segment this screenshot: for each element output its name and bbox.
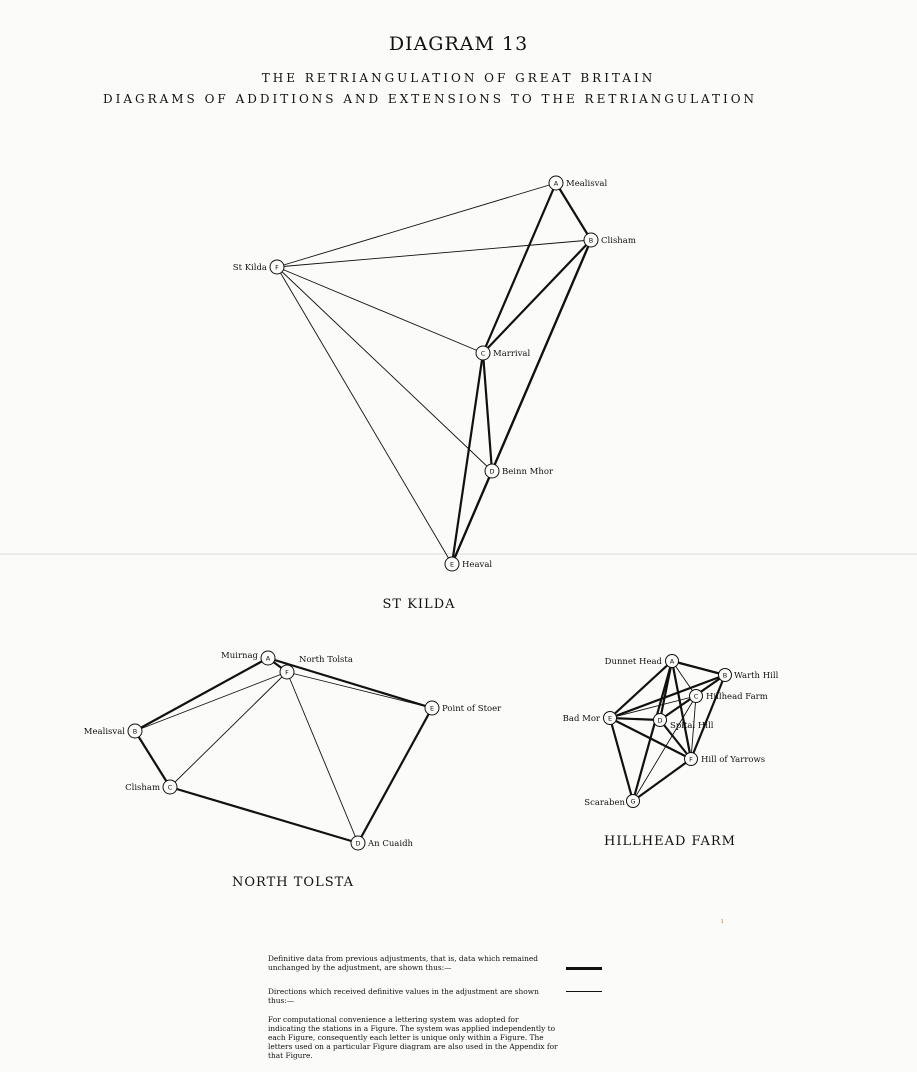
definitive-line-BC xyxy=(135,731,170,787)
station-name: Hill of Yarrows xyxy=(701,755,766,765)
direction-line-FC xyxy=(277,267,483,353)
definitive-line-GA xyxy=(633,661,672,801)
figure-caption: HILLHEAD FARM xyxy=(604,834,736,849)
station-mealisval xyxy=(84,724,142,738)
station-hillhead-farm xyxy=(690,690,768,703)
station-name: Bad Mor xyxy=(562,714,600,724)
station-point-of-stoer xyxy=(425,701,502,715)
direction-line-FB xyxy=(135,672,287,731)
station-bad-mor xyxy=(563,712,617,725)
direction-line-FD xyxy=(287,672,358,843)
definitive-line-GF xyxy=(633,759,691,801)
definitive-line-ED xyxy=(610,718,660,720)
station-letter: C xyxy=(480,349,486,358)
diagram-subtitle-2: DIAGRAMS OF ADDITIONS AND EXTENSIONS TO THE RETRIANGULATION xyxy=(102,92,758,106)
figure-caption: ST KILDA xyxy=(382,597,456,612)
station-letter: F xyxy=(285,668,289,677)
margin-mark: ı xyxy=(721,917,724,925)
station-letter: B xyxy=(722,671,728,680)
legend-row-definitive xyxy=(268,954,608,972)
legend-lettering-note: For computational convenience a lettering system was adopted for indicating the stations in a Figure. The system was applied independently to each Figure, consequently each letter is unique only within a Figure. The letters used on a particular Figure diagram are also used in the Appendix for that Figure. xyxy=(268,1015,558,1060)
direction-line-FD xyxy=(277,267,492,471)
station-name: Hillhead Farm xyxy=(706,692,768,702)
station-muirnag xyxy=(221,651,275,665)
station-dunnet-head xyxy=(605,655,679,668)
diagram-title: DIAGRAM 13 xyxy=(388,33,529,55)
station-letter: A xyxy=(265,654,271,663)
legend-thick-line xyxy=(566,967,602,970)
definitive-line-AC xyxy=(483,183,556,353)
direction-line-FA xyxy=(277,183,556,267)
station-warth-hill xyxy=(719,669,779,682)
figure-north-tolsta xyxy=(84,651,502,890)
station-letter: F xyxy=(689,755,693,764)
station-name: North Tolsta xyxy=(299,655,353,665)
station-name: Muirnag xyxy=(221,651,258,661)
station-name: Marrival xyxy=(493,349,531,359)
station-name: Clisham xyxy=(125,783,160,793)
station-letter: B xyxy=(588,236,594,245)
station-letter: A xyxy=(669,657,675,666)
definitive-line-CD xyxy=(170,787,358,843)
figure-caption: NORTH TOLSTA xyxy=(232,875,354,890)
station-name: Scaraben xyxy=(584,798,625,808)
station-letter: E xyxy=(449,560,455,569)
station-name: Heaval xyxy=(462,560,493,570)
definitive-line-AB xyxy=(556,183,591,240)
station-mealisval xyxy=(549,176,607,190)
direction-line-CG xyxy=(633,696,696,801)
station-clisham xyxy=(584,233,636,247)
definitive-line-EG xyxy=(610,718,633,801)
station-clisham xyxy=(125,780,177,794)
direction-line-FC xyxy=(170,672,287,787)
station-letter: G xyxy=(630,797,636,806)
figure-st-kilda xyxy=(233,176,636,612)
station-letter: D xyxy=(355,839,361,848)
station-north-tolsta xyxy=(280,655,353,679)
definitive-line-CD xyxy=(483,353,492,471)
legend-definitive-text: Definitive data from previous adjustments, that is, data which remained unchanged by the adjustment, are shown thus:— xyxy=(268,954,539,972)
station-name: Mealisval xyxy=(83,727,125,737)
direction-line-FE xyxy=(277,267,452,564)
figure-hillhead-farm xyxy=(563,655,779,850)
station-letter: C xyxy=(693,692,699,701)
station-st-kilda xyxy=(233,260,284,274)
station-hill-of-yarrows xyxy=(685,753,766,766)
station-letter: E xyxy=(429,704,435,713)
station-name: Beinn Mhor xyxy=(502,467,554,477)
station-name: Mealisval xyxy=(566,179,608,189)
station-letter: D xyxy=(657,716,663,725)
station-letter: E xyxy=(607,714,613,723)
station-letter: A xyxy=(553,179,559,188)
definitive-line-DE xyxy=(358,708,432,843)
station-name: Clisham xyxy=(601,236,636,246)
station-beinn-mhor xyxy=(485,464,554,478)
station-scaraben xyxy=(584,795,639,809)
direction-line-FB xyxy=(277,240,591,267)
definitive-line-BC xyxy=(483,240,591,353)
definitive-line-AE xyxy=(268,658,432,708)
legend-row-directions xyxy=(268,987,608,1005)
station-heaval xyxy=(445,557,492,571)
station-letter: F xyxy=(275,263,279,272)
station-letter: D xyxy=(489,467,495,476)
station-name: Dunnet Head xyxy=(604,657,662,667)
direction-line-FE xyxy=(287,672,432,708)
station-letter: B xyxy=(132,727,138,736)
station-an-cuaidh xyxy=(351,836,414,850)
diagram-subtitle: THE RETRIANGULATION OF GREAT BRITAIN xyxy=(261,71,656,85)
station-letter: C xyxy=(167,783,173,792)
legend xyxy=(268,954,608,1060)
station-name: Point of Stoer xyxy=(442,704,502,714)
station-name: Warth Hill xyxy=(734,671,779,681)
station-name: Spital Hill xyxy=(670,721,714,731)
station-name: An Cuaidh xyxy=(368,839,413,849)
definitive-line-AB xyxy=(135,658,268,731)
station-marrival xyxy=(476,346,530,360)
station-name: St Kilda xyxy=(232,263,267,273)
legend-thin-line xyxy=(566,991,602,992)
legend-directions-text: Directions which received definitive values in the adjustment are shown thus:— xyxy=(268,987,539,1005)
